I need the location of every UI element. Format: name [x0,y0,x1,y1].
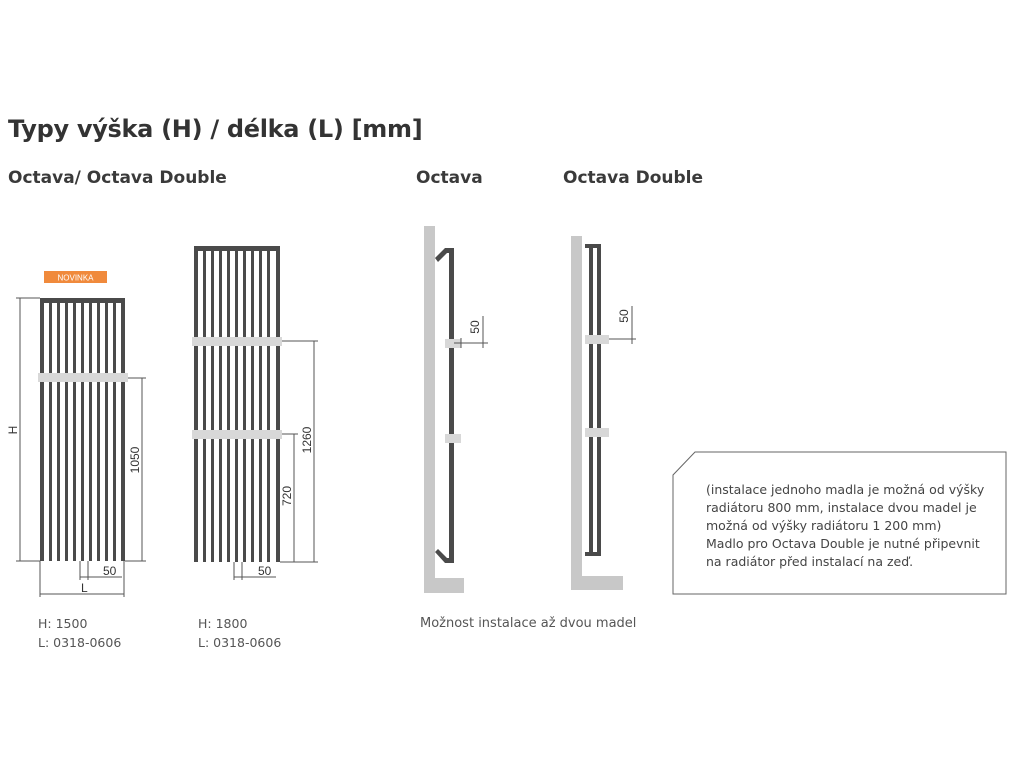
dim-720: 720 [280,485,294,507]
dim-l: L [81,581,88,595]
octava-double-side-view [571,236,636,590]
dim-h: H [6,425,20,435]
page-title: Typy výška (H) / délka (L) [mm] [8,115,423,143]
spec-1500 [38,614,121,652]
towel-rail [38,373,128,382]
radiator-1500 [6,271,146,597]
dim-50-b: 50 [258,564,272,578]
radiator-tubes [49,303,116,561]
radiator-tubes-2 [203,251,270,562]
dim-octava-50: 50 [468,320,482,334]
dim-double-50: 50 [617,309,631,323]
installation-note: (instalace jednoho madla je možná od výšky radiátoru 800 mm, instalace dvou madel je možná od výšky radiátoru 1 200 mm) Madlo pro Octava Double je nutné připevnit na radiátor před instalací na zeď. [706,482,985,569]
dim-1050: 1050 [128,446,142,474]
radiator-1800 [192,246,318,580]
towel-rail-lower [192,430,282,439]
spec-1500-height: H: 1500 [38,616,88,631]
rail-mark-double-lower [585,428,609,437]
octava-side-view [424,226,488,593]
group-title-octava-double: Octava Double [563,168,704,188]
dim-50-a: 50 [103,564,117,578]
handle-caption: Možnost instalace až dvou madel [420,616,637,631]
novinka-badge-text: NOVINKA [57,273,94,283]
spec-1500-length: L: 0318-0606 [38,635,122,650]
dim-1260: 1260 [300,426,314,454]
group-title-left: Octava/ Octava Double [8,168,227,188]
wall-profile [424,226,464,593]
spec-1800-height: H: 1800 [198,616,248,631]
group-title-octava: Octava [416,168,483,188]
towel-rail-upper [192,337,282,346]
rail-mark-lower [445,434,461,443]
spec-1800 [198,614,281,652]
rail-mark-double-upper [585,335,609,344]
spec-1800-length: L: 0318-0606 [198,635,282,650]
